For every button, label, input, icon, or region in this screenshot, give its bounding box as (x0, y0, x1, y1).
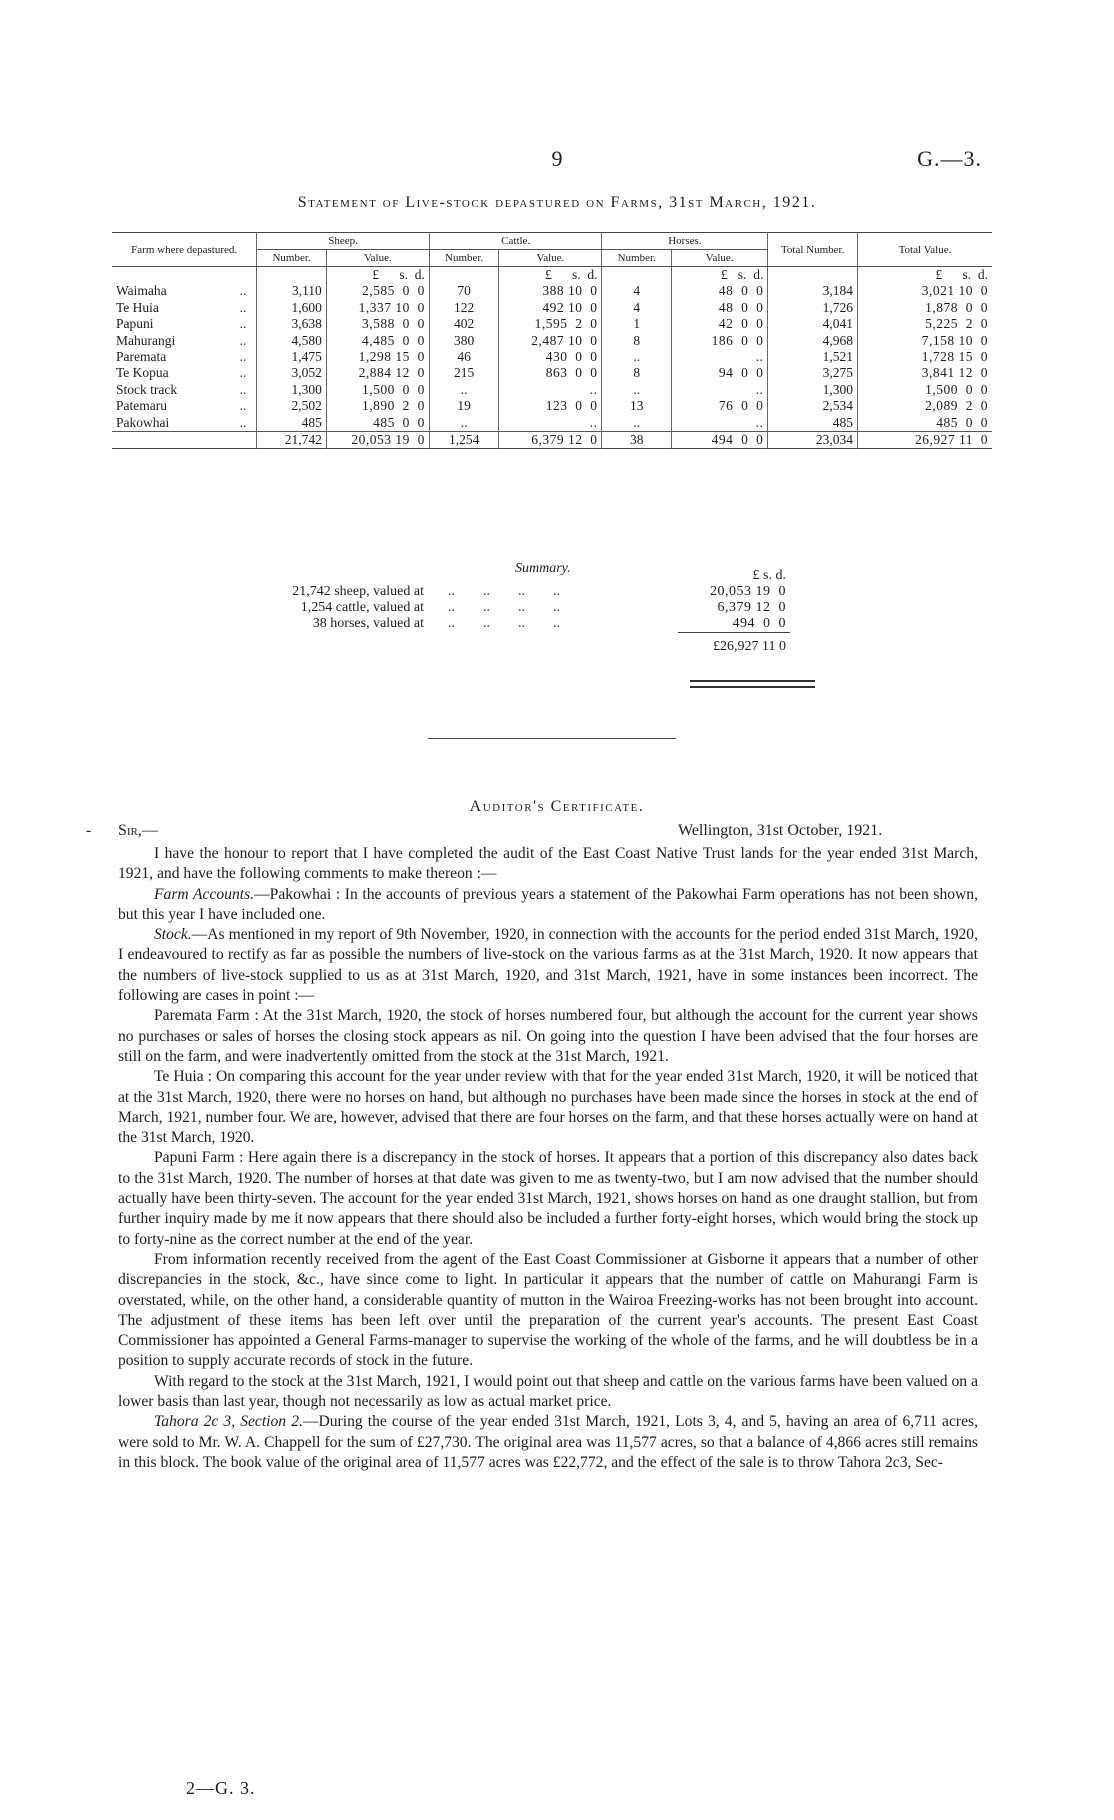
cattle-value: 430 0 0 (499, 349, 602, 365)
cattle-number: 46 (429, 349, 498, 365)
horses-number: .. (602, 382, 671, 398)
paragraph: I have the honour to report that I have completed the audit of the East Coast Native Trust lands for the year ended 31st March, 1921, and have the following comments to make thereon :— (118, 845, 978, 883)
summary-heading: Summary. (515, 561, 571, 576)
horses-value: 48 0 0 (671, 283, 767, 299)
total-value: 3,021 10 0 (921, 283, 988, 299)
horses-number: 13 (602, 398, 671, 414)
total-value: 1,500 0 0 (925, 381, 988, 397)
sheep-value: 1,890 2 0 (326, 398, 429, 414)
horses-value: .. (671, 415, 767, 432)
horses-number: 8 (602, 333, 671, 349)
total-number: 3,275 (768, 365, 858, 381)
paragraph-heading: Farm Accounts. (154, 885, 255, 903)
place-date: Wellington, 31st October, 1921. (678, 822, 883, 839)
total-number: 2,534 (768, 398, 858, 414)
paragraph-heading: Tahora 2c 3, Section 2. (154, 1413, 303, 1431)
header-cattle-value: Value. (499, 250, 602, 267)
sheep-value: 2,585 0 0 (326, 283, 429, 299)
table-title: Statement of Live-stock depastured on Farms, 31st March, 1921. (297, 194, 817, 211)
farm-name: Te Kopua (116, 365, 169, 381)
horses-value: 76 0 0 (671, 398, 767, 414)
cattle-number: 70 (429, 283, 498, 299)
sheep-value: 1,337 10 0 (326, 300, 429, 316)
header-sheep-number: Number. (257, 250, 326, 267)
header-farm: Farm where depastured. (112, 233, 257, 267)
summary-label: 38 horses, valued at (312, 616, 424, 632)
document-code: G.—3. (917, 146, 982, 171)
horses-value: 42 0 0 (671, 316, 767, 332)
horses-value: 94 0 0 (671, 365, 767, 381)
cattle-number: 19 (429, 398, 498, 414)
farm-name: Mahurangi (116, 332, 176, 348)
cattle-value: 2,487 10 0 (499, 333, 602, 349)
page-number: 9 (551, 146, 563, 171)
sheep-number: 3,110 (257, 283, 326, 299)
leader-dots: .. (233, 283, 257, 299)
summary-table (270, 568, 790, 655)
summary-value: 20,053 19 0 (710, 584, 786, 599)
sheep-value: 1,298 15 0 (326, 349, 429, 365)
margin-mark: - (86, 822, 92, 839)
table-row (112, 333, 992, 349)
sheep-number: 1,300 (257, 382, 326, 398)
section-divider (428, 738, 676, 739)
sheep-number: 1,475 (257, 349, 326, 365)
table-row (112, 283, 992, 299)
horses-number: 4 (602, 283, 671, 299)
livestock-table (112, 232, 992, 449)
horses-number: 1 (602, 316, 671, 332)
summary-label: 21,742 sheep, valued at (292, 584, 424, 599)
unit-label: £ s. d. (935, 267, 988, 282)
cattle-number: .. (429, 382, 498, 398)
summary-body (270, 584, 790, 633)
cattle-number: .. (429, 415, 498, 432)
cattle-value: 388 10 0 (499, 283, 602, 299)
double-rule (690, 680, 815, 688)
header-sheep: Sheep. (257, 233, 430, 250)
cattle-value: .. (499, 382, 602, 398)
total-number: 1,726 (768, 300, 858, 316)
summary-value: 6,379 12 0 (717, 600, 786, 615)
header-horses-value: Value. (671, 250, 767, 267)
cattle-value: 492 10 0 (499, 300, 602, 316)
summary-row (270, 616, 790, 633)
blank (112, 432, 257, 449)
sheep-number: 4,580 (257, 333, 326, 349)
table-row (112, 349, 992, 365)
leader-dots: .. (233, 300, 257, 316)
certificate-title: Auditor's Certificate. (469, 798, 645, 815)
total-horses-number: 38 (602, 432, 671, 449)
sheep-number: 1,600 (257, 300, 326, 316)
table-row (112, 316, 992, 332)
summary-row (270, 584, 790, 600)
paragraph: Paremata Farm : At the 31st March, 1920, the stock of horses numbered four, but although the account for the current year shows no purchases or sales of horses the closing stock appears as nil. On going into the question I have been advised that the four horses are still on the farm, and were inadvertently omitted from the stock at the 31st March, 1921. (118, 1007, 978, 1065)
leader-dots: .. (233, 382, 257, 398)
leader-dots: .. (233, 398, 257, 414)
sheep-value: 4,485 0 0 (326, 333, 429, 349)
unit-label: £ s. d. (326, 267, 429, 284)
units-row (112, 267, 992, 284)
farm-name: Pakowhai (116, 414, 170, 430)
horses-value: .. (671, 382, 767, 398)
table-row (112, 398, 992, 414)
footer-signature: 2—G. 3. (186, 1778, 256, 1798)
total-cattle-number: 1,254 (429, 432, 498, 449)
table-row (112, 415, 992, 432)
paragraph: Papuni Farm : Here again there is a discrepancy in the stock of horses. It appears that a portion of this discrepancy also dates back to the 31st March, 1920. The number of horses at that date was given to me as twenty-two, but I am now advised that the number should actually have been thirty-seven. The account for the year ended 31st March, 1921, shows horses on hand as one draught stallion, but from further inquiry made by me it now appears that there should also be included a further forty-eight horses, which would bring the stock up to forty-nine as the correct number at the end of the year. (118, 1149, 978, 1248)
total-sheep-value: 20,053 19 0 (326, 432, 429, 449)
table-row (112, 382, 992, 398)
paragraph: From information recently received from the agent of the East Coast Commissioner at Gisborne it appears that a number of other discrepancies in the stock, &c., have since come to light. In particular it appears that the number of cattle on Mahurangi Farm is overstated, while, on the other hand, a considerable quantity of mutton in the Wairoa Freezing-works has not been brought into account. The adjustment of these items has been left over until the preparation of the current year's accounts. The present East Coast Commissioner has appointed a General Farms-manager to supervise the working of the whole of the farms, and he will doubtless be in a position to supply accurate records of stock in the future. (118, 1250, 978, 1370)
horses-value: .. (671, 349, 767, 365)
leader-dots: .. .. .. .. (448, 600, 560, 615)
cattle-number: 215 (429, 365, 498, 381)
horses-number: 4 (602, 300, 671, 316)
cattle-value: .. (499, 415, 602, 432)
farm-name: Paremata (116, 349, 167, 365)
summary-row (270, 600, 790, 616)
farm-name: Waimaha (116, 283, 167, 299)
header-horses: Horses. (602, 233, 768, 250)
paragraph-heading: Stock. (154, 926, 192, 944)
header-cattle: Cattle. (429, 233, 602, 250)
header-sheep-value: Value. (326, 250, 429, 267)
totals-row (112, 432, 992, 449)
sheep-number: 2,502 (257, 398, 326, 414)
farm-name: Papuni (116, 316, 154, 332)
total-cattle-value: 6,379 12 0 (499, 432, 602, 449)
total-number: 4,041 (768, 316, 858, 332)
sheep-number: 3,638 (257, 316, 326, 332)
leader-dots: .. (233, 333, 257, 349)
paragraph: Stock.—As mentioned in my report of 9th November, 1920, in connection with the accounts for the period ended 31st March, 1920, I endeavoured to rectify as far as possible the numbers of live-stock on the various farms as at the 31st March, 1920. It now appears that the numbers of live-stock supplied to us as at 31st March, 1920, and 31st March, 1921, have in some instances been incorrect. The following are cases in point :— (118, 926, 978, 1005)
farm-name: Te Huia (116, 299, 159, 315)
sheep-number: 485 (257, 415, 326, 432)
total-value: 2,089 2 0 (925, 398, 988, 414)
header-total-value: Total Value. (857, 233, 992, 267)
horses-value: 186 0 0 (671, 333, 767, 349)
summary-label: 1,254 cattle, valued at (300, 600, 424, 615)
farm-name: Patemaru (116, 398, 167, 414)
cattle-number: 402 (429, 316, 498, 332)
paragraph: Te Huia : On comparing this account for the year under review with that for the year ended 31st March, 1920, it will be noticed that at the 31st March, 1920, there were no horses on hand, but although no purchases have been made since the horses in stock at the end of March, 1921, number four. We are, however, advised that there are four horses on the farm, and that these horses actually were on hand at the 31st March, 1920. (118, 1068, 978, 1147)
cattle-value: 123 0 0 (499, 398, 602, 414)
paragraph: Farm Accounts.—Pakowhai : In the accounts of previous years a statement of the Pakowhai Farm operations has not been shown, but this year I have included one. (118, 885, 978, 923)
total-value: 1,878 0 0 (925, 299, 988, 315)
farm-name: Stock track (116, 381, 178, 397)
total-horses-value: 494 0 0 (671, 432, 767, 449)
total-sheep-number: 21,742 (257, 432, 326, 449)
grand-total-value: 26,927 11 0 (857, 432, 992, 449)
header-total-number: Total Number. (768, 233, 858, 267)
leader-dots: .. .. .. .. (448, 616, 560, 632)
salutation: Sir,— (118, 822, 158, 839)
total-number: 4,968 (768, 333, 858, 349)
certificate-body (118, 844, 978, 1473)
leader-dots: .. (233, 349, 257, 365)
total-number: 1,521 (768, 349, 858, 365)
sheep-value: 1,500 0 0 (326, 382, 429, 398)
unit-label: £ s. d. (671, 267, 767, 284)
total-value: 5,225 2 0 (925, 316, 988, 332)
total-number: 485 (768, 415, 858, 432)
table-row (112, 365, 992, 381)
cattle-value: 863 0 0 (499, 365, 602, 381)
sheep-number: 3,052 (257, 365, 326, 381)
leader-dots: .. (233, 415, 257, 432)
cattle-number: 380 (429, 333, 498, 349)
header-cattle-number: Number. (429, 250, 498, 267)
sheep-value: 3,588 0 0 (326, 316, 429, 332)
summary-units: £ s. d. (752, 568, 786, 583)
horses-value: 48 0 0 (671, 300, 767, 316)
summary-value: 494 0 0 (732, 616, 786, 631)
horses-number: .. (602, 415, 671, 432)
header-horses-number: Number. (602, 250, 671, 267)
horses-number: .. (602, 349, 671, 365)
total-value: 3,841 12 0 (921, 365, 988, 381)
sheep-value: 485 0 0 (326, 415, 429, 432)
livestock-table-body (112, 267, 992, 449)
cattle-number: 122 (429, 300, 498, 316)
cattle-value: 1,595 2 0 (499, 316, 602, 332)
total-value: 1,728 15 0 (921, 349, 988, 365)
total-number: 3,184 (768, 283, 858, 299)
grand-total-number: 23,034 (768, 432, 858, 449)
total-number: 1,300 (768, 382, 858, 398)
leader-dots: .. (233, 316, 257, 332)
paragraph: With regard to the stock at the 31st March, 1921, I would point out that sheep and cattle on the various farms have been valued on a lower basis than last year, though not necessarily as low as actual market price. (118, 1372, 978, 1411)
total-value: 7,158 10 0 (921, 332, 988, 348)
leader-dots: .. .. .. .. (448, 584, 560, 599)
leader-dots: .. (233, 365, 257, 381)
summary-total: £26,927 11 0 (678, 633, 790, 656)
horses-number: 8 (602, 365, 671, 381)
sheep-value: 2,884 12 0 (326, 365, 429, 381)
paragraph: Tahora 2c 3, Section 2.—During the course of the year ended 31st March, 1921, Lots 3, 4, and 5, having an area of 6,711 acres, were sold to Mr. W. A. Chappell for the sum of £27,730. The original area was 11,577 acres, so that a balance of 4,866 acres still remains in this block. The book value of the original area of 11,577 acres was £22,772, and the effect of the sale is to throw Tahora 2c3, Sec- (118, 1413, 978, 1471)
unit-label: £ s. d. (499, 267, 602, 284)
total-value: 485 0 0 (936, 414, 988, 430)
table-row (112, 300, 992, 316)
